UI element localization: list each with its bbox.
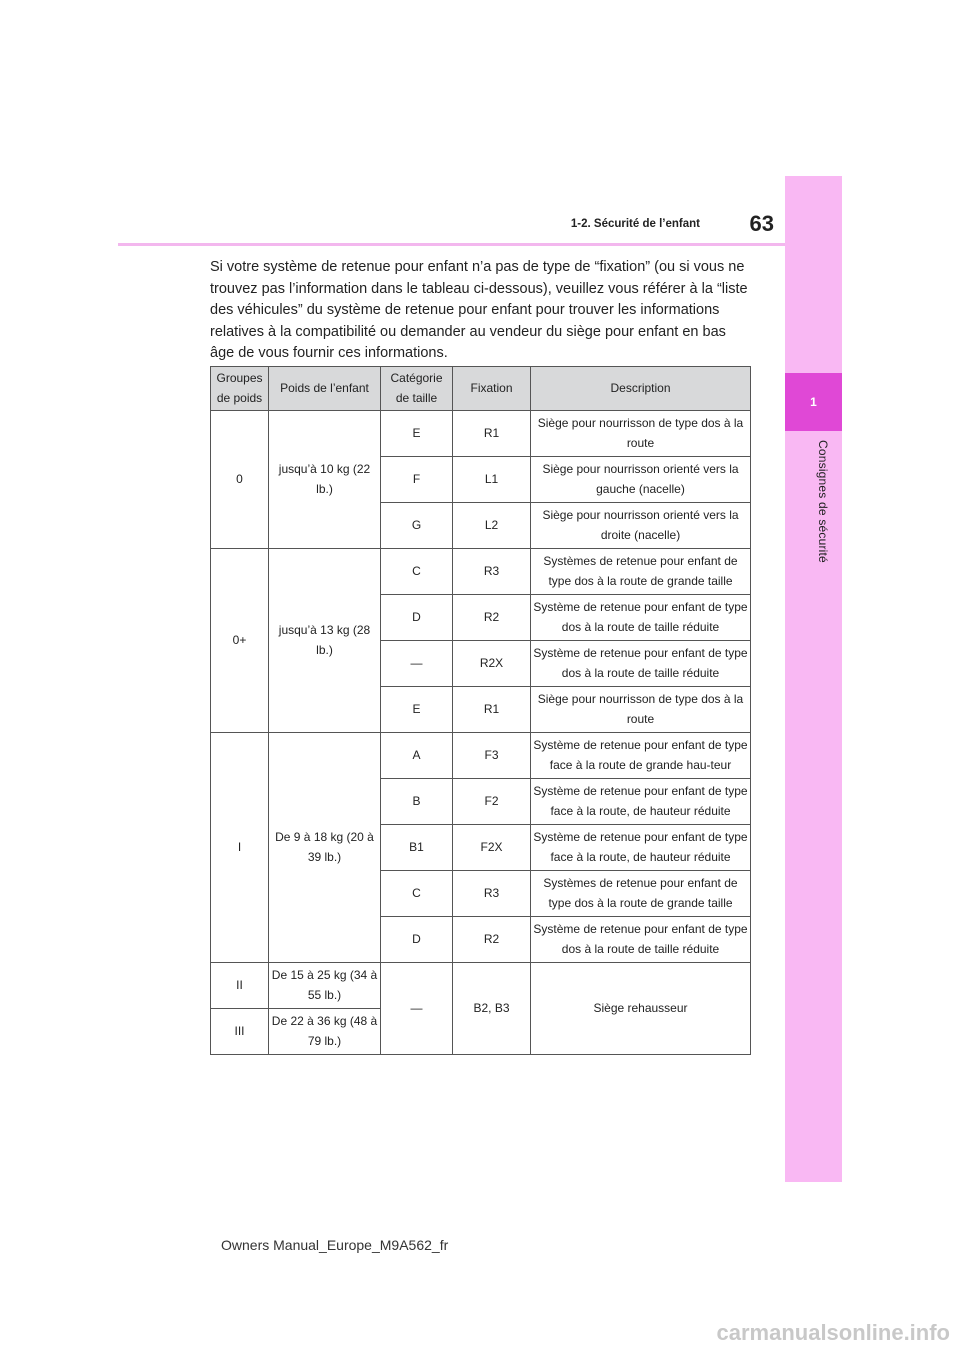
- size-cell: C: [381, 549, 453, 595]
- size-cell: B: [381, 779, 453, 825]
- chapter-tab[interactable]: [785, 373, 842, 431]
- fixation-cell: R3: [453, 871, 531, 917]
- chapter-number: 1: [810, 395, 817, 409]
- fixation-cell: F3: [453, 733, 531, 779]
- fixation-cell: R2: [453, 595, 531, 641]
- description-cell: Système de retenue pour enfant de type face à la route, de hauteur réduite: [531, 779, 751, 825]
- description-cell: Système de retenue pour enfant de type dos à la route de taille réduite: [531, 917, 751, 963]
- header-child-weight: Poids de l’enfant: [269, 367, 381, 411]
- compatibility-table: [210, 366, 751, 1055]
- chapter-sidebar: [785, 176, 842, 1182]
- size-cell: —: [381, 641, 453, 687]
- header-fixation: Fixation: [453, 367, 531, 411]
- description-cell: Siège pour nourrisson de type dos à la route: [531, 411, 751, 457]
- fixation-cell: R2X: [453, 641, 531, 687]
- description-cell: Siège pour nourrisson orienté vers la gauche (nacelle): [531, 457, 751, 503]
- size-cell: E: [381, 687, 453, 733]
- weight-group-cell: III: [211, 1009, 269, 1055]
- fixation-cell: R1: [453, 411, 531, 457]
- fixation-cell: L2: [453, 503, 531, 549]
- size-cell: —: [381, 963, 453, 1055]
- description-cell: Siège rehausseur: [531, 963, 751, 1055]
- description-cell: Systèmes de retenue pour enfant de type dos à la route de grande taille: [531, 871, 751, 917]
- fixation-cell: R1: [453, 687, 531, 733]
- description-cell: Système de retenue pour enfant de type face à la route de grande hau-teur: [531, 733, 751, 779]
- size-cell: D: [381, 917, 453, 963]
- fixation-cell: R3: [453, 549, 531, 595]
- table-row: [211, 733, 751, 779]
- fixation-cell: F2: [453, 779, 531, 825]
- table-row: [211, 963, 751, 1009]
- child-weight-cell: De 22 à 36 kg (48 à 79 lb.): [269, 1009, 381, 1055]
- intro-paragraph: Si votre système de retenue pour enfant n’a pas de type de “fixation” (ou si vous ne trouvez pas l’information dans le tableau ci-dessous), veuillez vous référer à la “liste des véhicules” du système de retenue pour enfant pour trouver les informations relatives à la compatibilité ou demander au vendeur du siège pour enfant en bas âge de vous fournir ces informations.: [210, 259, 748, 361]
- description-cell: Système de retenue pour enfant de type dos à la route de taille réduite: [531, 641, 751, 687]
- fixation-cell: R2: [453, 917, 531, 963]
- table-row: [211, 549, 751, 595]
- header-description: Description: [531, 367, 751, 411]
- fixation-cell: B2, B3: [453, 963, 531, 1055]
- page-number: 63: [749, 211, 774, 236]
- size-cell: E: [381, 411, 453, 457]
- description-cell: Système de retenue pour enfant de type face à la route, de hauteur réduite: [531, 825, 751, 871]
- description-cell: Siège pour nourrisson orienté vers la droite (nacelle): [531, 503, 751, 549]
- child-weight-cell: jusqu’à 10 kg (22 lb.): [269, 411, 381, 549]
- child-weight-cell: jusqu’à 13 kg (28 lb.): [269, 549, 381, 733]
- weight-group-cell: 0: [211, 411, 269, 549]
- size-cell: D: [381, 595, 453, 641]
- section-title: 1-2. Sécurité de l’enfant: [570, 218, 700, 230]
- header-weight-group: Groupes de poids: [211, 367, 269, 411]
- size-cell: A: [381, 733, 453, 779]
- fixation-cell: F2X: [453, 825, 531, 871]
- description-cell: Siège pour nourrisson de type dos à la route: [531, 687, 751, 733]
- child-weight-cell: De 15 à 25 kg (34 à 55 lb.): [269, 963, 381, 1009]
- size-cell: B1: [381, 825, 453, 871]
- size-cell: C: [381, 871, 453, 917]
- header-divider: [118, 243, 785, 246]
- size-cell: G: [381, 503, 453, 549]
- fixation-cell: L1: [453, 457, 531, 503]
- chapter-label: Consignes de sécurité: [816, 440, 830, 563]
- footer-doc-id: Owners Manual_Europe_M9A562_fr: [221, 1237, 449, 1253]
- header-size-category: Catégorie de taille: [381, 367, 453, 411]
- table-header-row: [211, 367, 751, 411]
- description-cell: Systèmes de retenue pour enfant de type dos à la route de grande taille: [531, 549, 751, 595]
- size-cell: F: [381, 457, 453, 503]
- table-row: [211, 411, 751, 457]
- description-cell: Système de retenue pour enfant de type dos à la route de taille réduite: [531, 595, 751, 641]
- child-weight-cell: De 9 à 18 kg (20 à 39 lb.): [269, 733, 381, 963]
- watermark: carmanualsonline.info: [716, 1320, 950, 1345]
- weight-group-cell: I: [211, 733, 269, 963]
- weight-group-cell: 0+: [211, 549, 269, 733]
- weight-group-cell: II: [211, 963, 269, 1009]
